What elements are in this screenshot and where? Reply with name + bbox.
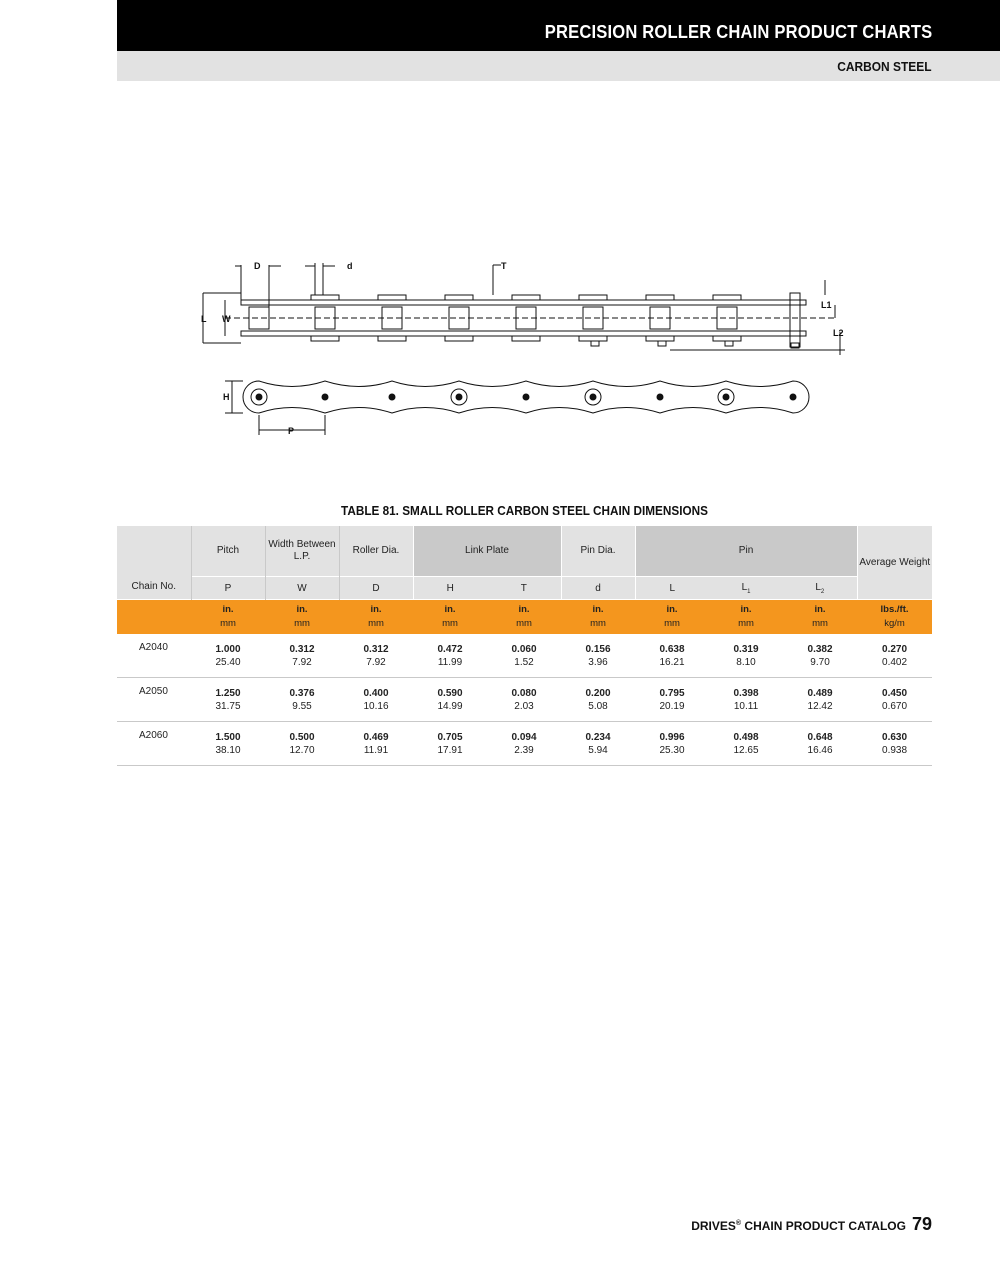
value-mm: 8.10 (736, 656, 756, 668)
value-mm: 11.99 (437, 656, 463, 668)
value-cell (487, 634, 561, 678)
value-in: 0.156 (585, 643, 611, 655)
value-mm: 12.70 (289, 744, 315, 756)
symbol-L1: $L_1$ (709, 577, 783, 600)
subheader-bar (117, 51, 1000, 81)
value-in: 0.400 (363, 687, 389, 699)
value-mm: 38.10 (215, 744, 241, 756)
symbol-W: W (265, 577, 339, 600)
units-cell: in. mm (635, 600, 709, 635)
value-cell (635, 722, 709, 766)
value-in: 0.630 (882, 731, 908, 743)
units-cell: lbs./ft. kg/m (857, 600, 932, 635)
symbol-D: D (339, 577, 413, 600)
value-cell (709, 678, 783, 722)
label-H: H (223, 392, 230, 402)
value-mm: 9.55 (292, 700, 312, 712)
value-mm: 11.91 (363, 744, 389, 756)
value-in: 1.500 (215, 731, 241, 743)
value-cell (709, 722, 783, 766)
units-row (117, 600, 932, 635)
value-mm: 25.30 (659, 744, 685, 756)
value-cell (857, 722, 932, 766)
value-in: 0.472 (437, 643, 463, 655)
section-title: CARBON STEEL (837, 59, 932, 74)
value-in: 1.000 (215, 643, 241, 655)
value-cell (561, 722, 635, 766)
footer-catalog: CHAIN PRODUCT CATALOG (741, 1219, 906, 1233)
header-link-plate: Link Plate (413, 526, 561, 577)
value-in: 0.469 (363, 731, 389, 743)
value-in: 0.450 (882, 687, 908, 699)
value-mm: 16.46 (807, 744, 833, 756)
header-bar (117, 0, 1000, 51)
units-cell: in. mm (191, 600, 265, 635)
value-mm: 9.70 (810, 656, 830, 668)
value-cell (635, 634, 709, 678)
label-L: L (201, 314, 207, 324)
value-mm: 2.03 (514, 700, 534, 712)
value-cell (487, 678, 561, 722)
symbol-T: T (487, 577, 561, 600)
value-mm: 2.39 (514, 744, 534, 756)
units-cell: in. mm (709, 600, 783, 635)
value-cell (857, 634, 932, 678)
value-mm: 7.92 (292, 656, 312, 668)
value-cell (339, 634, 413, 678)
symbol-P: P (191, 577, 265, 600)
value-cell (857, 678, 932, 722)
chain-number-cell: A2050 (117, 678, 191, 722)
chain-dimensions-table (117, 526, 932, 766)
value-in: 0.382 (807, 643, 833, 655)
value-mm: 31.75 (215, 700, 241, 712)
symbol-H: H (413, 577, 487, 600)
header-avg-weight: Average Weight (857, 526, 932, 600)
header-pin-dia: Pin Dia. (561, 526, 635, 577)
header-roller: Roller Dia. (339, 526, 413, 577)
value-cell (413, 678, 487, 722)
value-mm: 17.91 (437, 744, 463, 756)
value-cell (709, 634, 783, 678)
value-mm: 5.94 (588, 744, 608, 756)
chain-top-view (225, 293, 835, 348)
value-in: 0.648 (807, 731, 833, 743)
value-in: 0.312 (363, 643, 389, 655)
value-mm: 10.16 (363, 700, 389, 712)
units-cell: in. mm (265, 600, 339, 635)
value-in: 0.376 (289, 687, 315, 699)
value-cell (783, 678, 857, 722)
value-cell (191, 678, 265, 722)
symbol-L: L (635, 577, 709, 600)
footer-brand: DRIVES (691, 1219, 736, 1233)
value-cell (265, 722, 339, 766)
page-number: 79 (911, 1214, 932, 1234)
value-in: 1.250 (215, 687, 241, 699)
value-in: 0.398 (733, 687, 759, 699)
footer (691, 1214, 932, 1235)
units-cell: in. mm (487, 600, 561, 635)
table-row (117, 634, 932, 678)
chain-number-cell: A2040 (117, 634, 191, 678)
value-mm: 10.11 (733, 700, 759, 712)
table-row (117, 678, 932, 722)
footer-registered: ® (735, 1220, 742, 1227)
chain-number-cell: A2060 (117, 722, 191, 766)
value-mm: 20.19 (659, 700, 685, 712)
value-in: 0.080 (511, 687, 537, 699)
value-cell (265, 678, 339, 722)
table-title: TABLE 81. SMALL ROLLER CARBON STEEL CHAIN DIMENSIONS (341, 504, 708, 518)
units-blank (117, 600, 191, 635)
value-in: 0.500 (289, 731, 315, 743)
value-mm: 3.96 (588, 656, 608, 668)
header-chain-no: Chain No. (117, 526, 191, 600)
symbol-d: d (561, 577, 635, 600)
page-title: PRECISION ROLLER CHAIN PRODUCT CHARTS (544, 22, 932, 42)
value-in: 0.094 (511, 731, 537, 743)
value-mm: 12.42 (807, 700, 833, 712)
value-mm: 25.40 (215, 656, 241, 668)
value-cell (191, 722, 265, 766)
value-in: 0.638 (659, 643, 685, 655)
value-mm: 16.21 (659, 656, 685, 668)
value-cell (191, 634, 265, 678)
value-in: 0.996 (659, 731, 685, 743)
table-row (117, 722, 932, 766)
value-in: 0.590 (437, 687, 463, 699)
chain-side-view (243, 381, 809, 413)
symbol-L2: $L_2$ (783, 577, 857, 600)
label-P: P (288, 426, 295, 436)
value-cell (783, 634, 857, 678)
value-in: 0.795 (659, 687, 685, 699)
value-mm: 5.08 (588, 700, 608, 712)
value-cell (413, 634, 487, 678)
value-cell (487, 722, 561, 766)
value-mm: 12.65 (733, 744, 759, 756)
units-cell: in. mm (783, 600, 857, 635)
value-in: 0.270 (882, 643, 908, 655)
label-L2: L2 (833, 328, 844, 338)
value-cell (561, 634, 635, 678)
value-cell (339, 722, 413, 766)
units-cell: in. mm (339, 600, 413, 635)
header-pitch: Pitch (191, 526, 265, 577)
value-cell (339, 678, 413, 722)
value-in: 0.489 (807, 687, 833, 699)
value-in: 0.705 (437, 731, 463, 743)
value-mm: 1.52 (514, 656, 534, 668)
value-in: 0.200 (585, 687, 611, 699)
value-cell (783, 722, 857, 766)
label-T: T (501, 261, 507, 271)
label-d: d (347, 261, 353, 271)
value-in: 0.319 (733, 643, 759, 655)
value-cell (265, 634, 339, 678)
units-cell: in. mm (413, 600, 487, 635)
label-W: W (222, 314, 231, 324)
value-in: 0.234 (585, 731, 611, 743)
value-mm: 0.670 (882, 700, 908, 712)
label-L1: L1 (821, 300, 832, 310)
label-D: D (254, 261, 261, 271)
value-mm: 14.99 (437, 700, 463, 712)
chain-diagram (195, 255, 855, 445)
value-cell (561, 678, 635, 722)
units-cell: in. mm (561, 600, 635, 635)
value-in: 0.312 (289, 643, 315, 655)
value-in: 0.498 (733, 731, 759, 743)
header-width: Width Between L.P. (265, 526, 339, 577)
value-cell (413, 722, 487, 766)
value-mm: 0.402 (882, 656, 908, 668)
value-in: 0.060 (511, 643, 537, 655)
value-mm: 7.92 (366, 656, 386, 668)
value-mm: 0.938 (882, 744, 908, 756)
header-pin: Pin (635, 526, 857, 577)
value-cell (635, 678, 709, 722)
